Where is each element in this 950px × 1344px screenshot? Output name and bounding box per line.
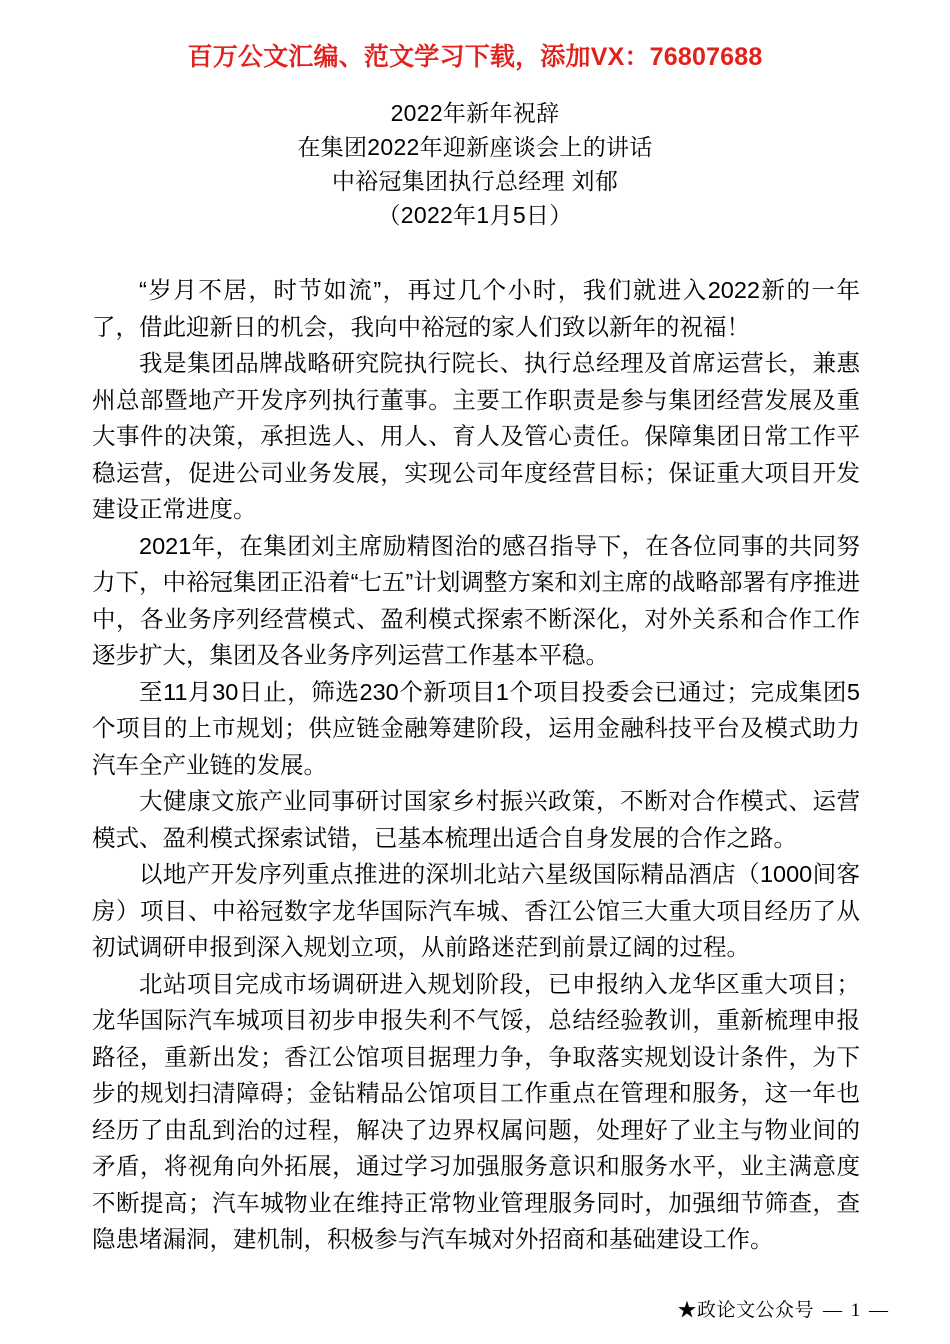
- title-line-1: 2022年新年祝辞: [390, 100, 560, 126]
- body-paragraph: 大健康文旅产业同事研讨国家乡村振兴政策，不断对合作模式、运营模式、盈利模式探索试错，已基本梳理出适合自身发展的合作之路。: [92, 788, 860, 851]
- page-number: — 1 —: [823, 1300, 890, 1321]
- body-paragraph: 2021年，在集团刘主席励精图治的感召指导下，在各位同事的共同努力下，中裕冠集团正沿着“七五”计划调整方案和刘主席的战略部署有序推进中，各业务序列经营模式、盈利模式探索不断深化，对外关系和合作工作逐步扩大，集团及各业务序列运营工作基本平稳。: [92, 532, 860, 668]
- body-paragraph: 至11月30日止，筛选230个新项目1个项目投委会已通过；完成集团5个项目的上市规划；供应链金融筹建阶段，运用金融科技平台及模式助力汽车全产业链的发展。: [92, 678, 860, 778]
- footer-content: [677, 1295, 890, 1322]
- page-footer: [0, 1292, 950, 1322]
- document-title-block: [0, 96, 950, 232]
- title-line-2: 在集团2022年迎新座谈会上的讲话: [297, 134, 653, 160]
- body-paragraph: “岁月不居，时节如流”，再过几个小时，我们就进入2022新的一年了，借此迎新日的机会，我向中裕冠的家人们致以新年的祝福！: [92, 277, 860, 340]
- document-body: [92, 272, 860, 1258]
- promo-banner: [0, 40, 950, 78]
- promo-banner-text: 百万公文汇编、范文学习下载，添加VX：76807688: [187, 43, 763, 71]
- body-paragraph: 北站项目完成市场调研进入规划阶段，已申报纳入龙华区重大项目；龙华国际汽车城项目初步申报失利不气馁，总结经验教训，重新梳理申报路径，重新出发；香江公馆项目据理力争，争取落实规划设计条件，为下步的规划扫清障碍；金钻精品公馆项目工作重点在管理和服务，这一年也经历了由乱到治的过程，解决了边界权属问题，处理好了业主与物业间的矛盾，将视角向外拓展，通过学习加强服务意识和服务水平，业主满意度不断提高；汽车城物业在维持正常物业管理服务同时，加强细节筛查，查隐患堵漏洞，建机制，积极参与汽车城对外招商和基础建设工作。: [92, 970, 860, 1252]
- footer-watermark: ★政论文公众号: [677, 1300, 814, 1321]
- body-paragraph: 我是集团品牌战略研究院执行院长、执行总经理及首席运营长，兼惠州总部暨地产开发序列执行董事。主要工作职责是参与集团经营发展及重大事件的决策，承担选人、用人、育人及管心责任。保障集团日常工作平稳运营，促进公司业务发展，实现公司年度经营目标；保证重大项目开发建设正常进度。: [92, 350, 860, 522]
- body-paragraph: 以地产开发序列重点推进的深圳北站六星级国际精品酒店（1000间客房）项目、中裕冠数字龙华国际汽车城、香江公馆三大重大项目经历了从初试调研申报到深入规划立项，从前路迷茫到前景辽阔的过程。: [92, 861, 860, 960]
- title-line-3: 中裕冠集团执行总经理 刘郁: [331, 168, 619, 194]
- title-line-4: （2022年1月5日）: [377, 202, 573, 228]
